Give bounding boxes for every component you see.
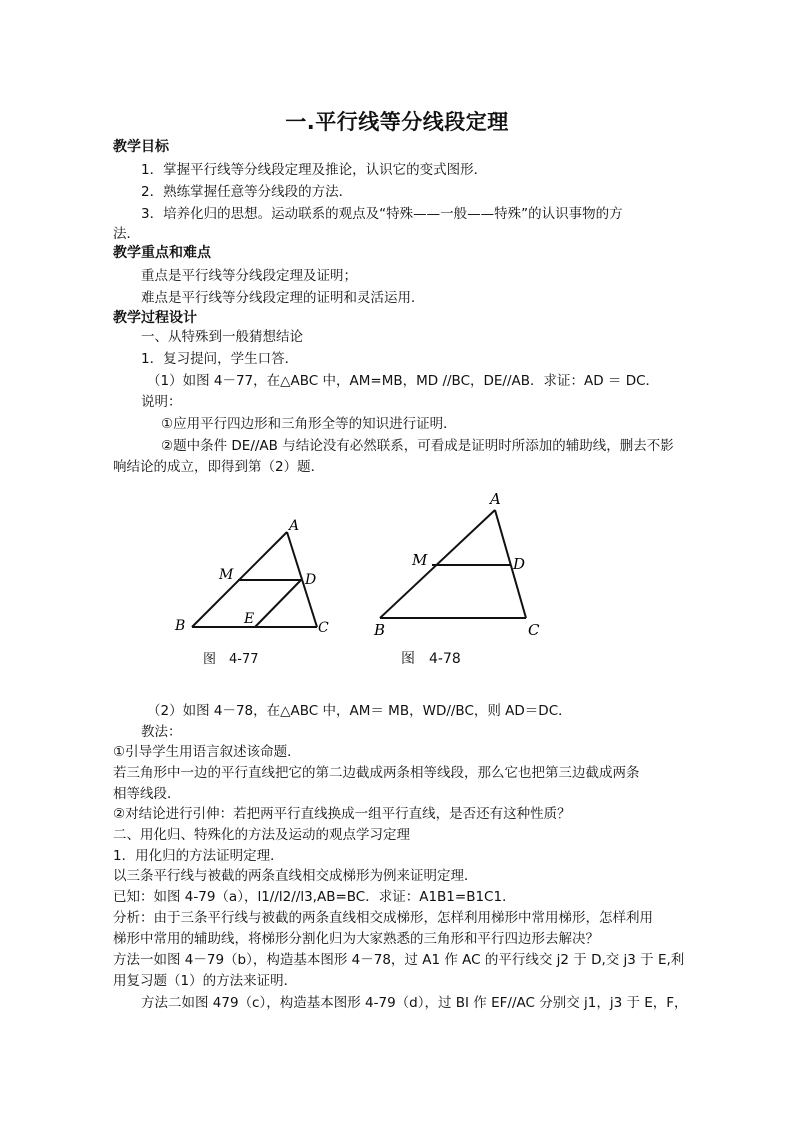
process-heading: 教学过程设计 (113, 310, 197, 326)
question-2: （2）如图 4－78，在△ABC 中，AM＝ MB，WD//BC，则 AD＝DC． (147, 703, 572, 719)
label-C: C (528, 621, 540, 639)
goal-3: 3．培养化归的思想。运动联系的观点及“特殊——一般——特殊”的认识事物的方 (141, 206, 623, 222)
proposition-statement-cont: 相等线段． (113, 786, 181, 802)
method-1: 方法一如图 4－79（b），构造基本图形 4－78，过 A1 作 AC 的平行线交 j2 于 D,交 j3 于 E,利 (113, 952, 685, 968)
figure-4-78-caption: 图 4-78 (401, 651, 461, 667)
label-D: D (513, 555, 526, 573)
note-2: ②题中条件 DE//AB 与结论没有必然联系，可看成是证明时所添加的辅助线，删去不影 (161, 438, 674, 454)
label-D: D (305, 572, 317, 588)
given-statement: 已知：如图 4-79（a），l1//l2//l3,AB=BC．求证：A1B1=B1C1． (113, 889, 516, 905)
segment-de (255, 580, 301, 627)
keypoints-heading: 教学重点和难点 (113, 245, 211, 261)
label-B: B (374, 621, 386, 639)
label-M: M (219, 567, 234, 583)
triangle-diagram-77 (165, 510, 345, 640)
figure-4-77-caption: 图 4-77 (203, 652, 259, 667)
label-C: C (318, 620, 329, 636)
triangle-diagram-78 (370, 488, 550, 643)
note-2-cont: 响结论的成立，即得到第（2）题． (113, 459, 325, 475)
step-2: 1．用化归的方法证明定理． (113, 848, 284, 864)
page-title: 一.平行线等分线段定理 (285, 110, 509, 134)
goal-2: 2．熟练掌握任意等分线段的方法． (141, 184, 353, 200)
label-E: E (244, 611, 255, 627)
step-1: 1．复习提问，学生口答． (141, 351, 299, 367)
question-1: （1）如图 4－77，在△ABC 中，AM=MB，MD //BC，DE//AB．求证：AD ＝ DC． (147, 373, 660, 389)
label-M: M (412, 551, 428, 569)
part-1-heading: 一、从特殊到一般猜想结论 (141, 329, 303, 345)
teach-point-2: ②对结论进行引伸：若把两平行直线换成一组平行直线，是否还有这种性质？ (113, 806, 571, 822)
label-A: A (289, 518, 300, 534)
goal-3-cont: 法． (113, 226, 140, 242)
analysis: 分析：由于三条平行线与被截的两条直线相交成梯形，怎样利用梯形中常用梯形，怎样利用 (113, 910, 653, 926)
explain-label: 说明： (141, 394, 182, 410)
key-point: 重点是平行线等分线段定理及证明； (141, 268, 357, 284)
goal-1: 1．掌握平行线等分线段定理及推论，认识它的变式图形． (141, 162, 488, 178)
method-2: 方法二如图 479（c），构造基本图形 4-79（d），过 BI 作 EF//AC 分别交 j1，j3 于 E，F， (141, 995, 688, 1011)
teach-point-1: ①引导学生用语言叙述该命题． (113, 744, 301, 760)
label-B: B (175, 618, 186, 634)
part-2-heading: 二、用化归、特殊化的方法及运动的观点学习定理 (113, 827, 410, 843)
note-1: ①应用平行四边形和三角形全等的知识进行证明． (161, 416, 457, 432)
label-A: A (490, 490, 501, 508)
method-1-cont: 用复习题（1）的方法来证明． (113, 973, 298, 989)
goals-heading: 教学目标 (113, 139, 169, 155)
difficult-point: 难点是平行线等分线段定理的证明和灵活运用． (141, 290, 425, 306)
teaching-method-label: 教法： (141, 724, 182, 740)
figure-4-77 (165, 510, 345, 640)
proposition-statement: 若三角形中一边的平行直线把它的第二边截成两条相等线段，那么它也把第三边截成两条 (113, 765, 640, 781)
figure-4-78 (370, 488, 550, 643)
analysis-cont: 梯形中常用的辅助线，将梯形分割化归为大家熟悉的三角形和平行四边形去解决？ (113, 931, 599, 947)
proof-intro: 以三条平行线与被截的两条直线相交成梯形为例来证明定理． (113, 868, 478, 884)
